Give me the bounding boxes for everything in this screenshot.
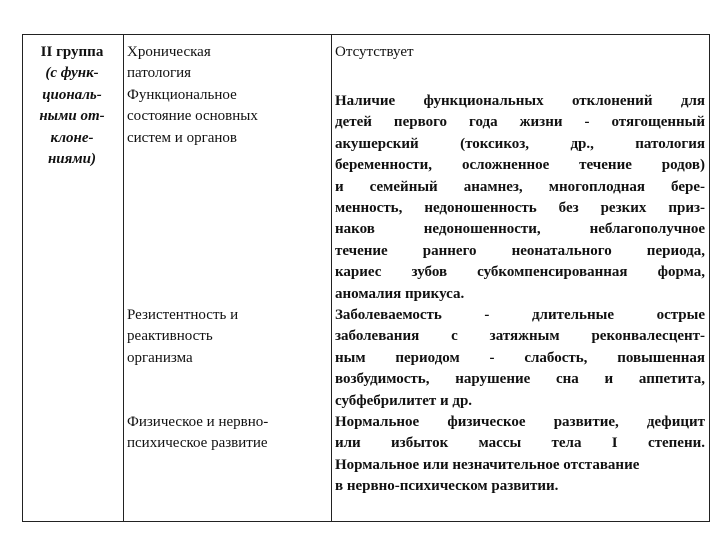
para-line: или избыток массы тела I степени. — [335, 435, 705, 452]
para-line: Заболеваемость - длительные острые — [335, 307, 705, 323]
group-desc-line: клоне- — [50, 129, 94, 146]
criteria-line: организма — [127, 349, 193, 366]
group-desc-line: ными от- — [39, 108, 105, 125]
criteria-line: Физическое и нервно- — [127, 414, 269, 430]
criteria-line: патология — [127, 65, 192, 82]
criteria-line: реактивность — [127, 328, 213, 345]
group-title: II группа — [40, 44, 104, 60]
column-divider-1 — [123, 35, 124, 521]
group-desc-line: (с функ- — [45, 65, 99, 82]
group-desc-line: циональ- — [42, 86, 102, 103]
health-group-table — [22, 34, 710, 522]
para-line: Нормальное или незначительное отставание — [335, 456, 640, 473]
para-line: течение раннего неонатального периода, — [335, 242, 705, 259]
criteria-line: Функциональное — [127, 86, 237, 103]
criteria-block-c — [127, 412, 327, 455]
para-line: и семейный анамнез, многоплодная бере- — [335, 178, 705, 195]
para-line: Наличие функциональных отклонений для — [335, 93, 705, 109]
para-line: аномалия прикуса. — [335, 285, 465, 302]
para-line: менность, недоношенность без резких приз- — [335, 200, 705, 217]
functional-deviations-paragraph — [335, 91, 705, 305]
absent-text — [335, 42, 705, 63]
para-line: наков недоношенности, неблагополучное — [335, 221, 705, 238]
para-line: акушерский (токсикоз, др., патология — [335, 135, 705, 152]
group-column — [27, 42, 117, 170]
criteria-line: психическое развитие — [127, 435, 268, 452]
para-line: Нормальное физическое развитие, дефицит — [335, 414, 705, 430]
para-line: кариес зубов субкомпенсированная форма, — [335, 264, 705, 281]
para-line: заболевания с затяжным реконвалесцент- — [335, 328, 705, 345]
column-divider-2 — [331, 35, 332, 521]
criteria-block-a — [127, 42, 327, 149]
absent-label: Отсутствует — [335, 44, 414, 60]
criteria-line: Хроническая — [127, 44, 211, 60]
criteria-block-b — [127, 305, 327, 369]
para-line: в нервно-психическом развитии. — [335, 478, 559, 495]
morbidity-paragraph — [335, 305, 705, 412]
development-paragraph — [335, 412, 705, 498]
para-line: субфебрилитет и др. — [335, 392, 473, 409]
criteria-line: Резистентность и — [127, 307, 239, 323]
para-line: беременности, осложненное течение родов) — [335, 157, 705, 174]
para-line: детей первого года жизни - отягощенный — [335, 114, 705, 131]
group-desc-line: ниями) — [47, 151, 96, 168]
para-line: ным периодом - слабость, повышенная — [335, 349, 705, 366]
criteria-line: систем и органов — [127, 129, 237, 146]
para-line: возбудимость, нарушение сна и аппетита, — [335, 371, 705, 388]
criteria-line: состояние основных — [127, 108, 258, 125]
